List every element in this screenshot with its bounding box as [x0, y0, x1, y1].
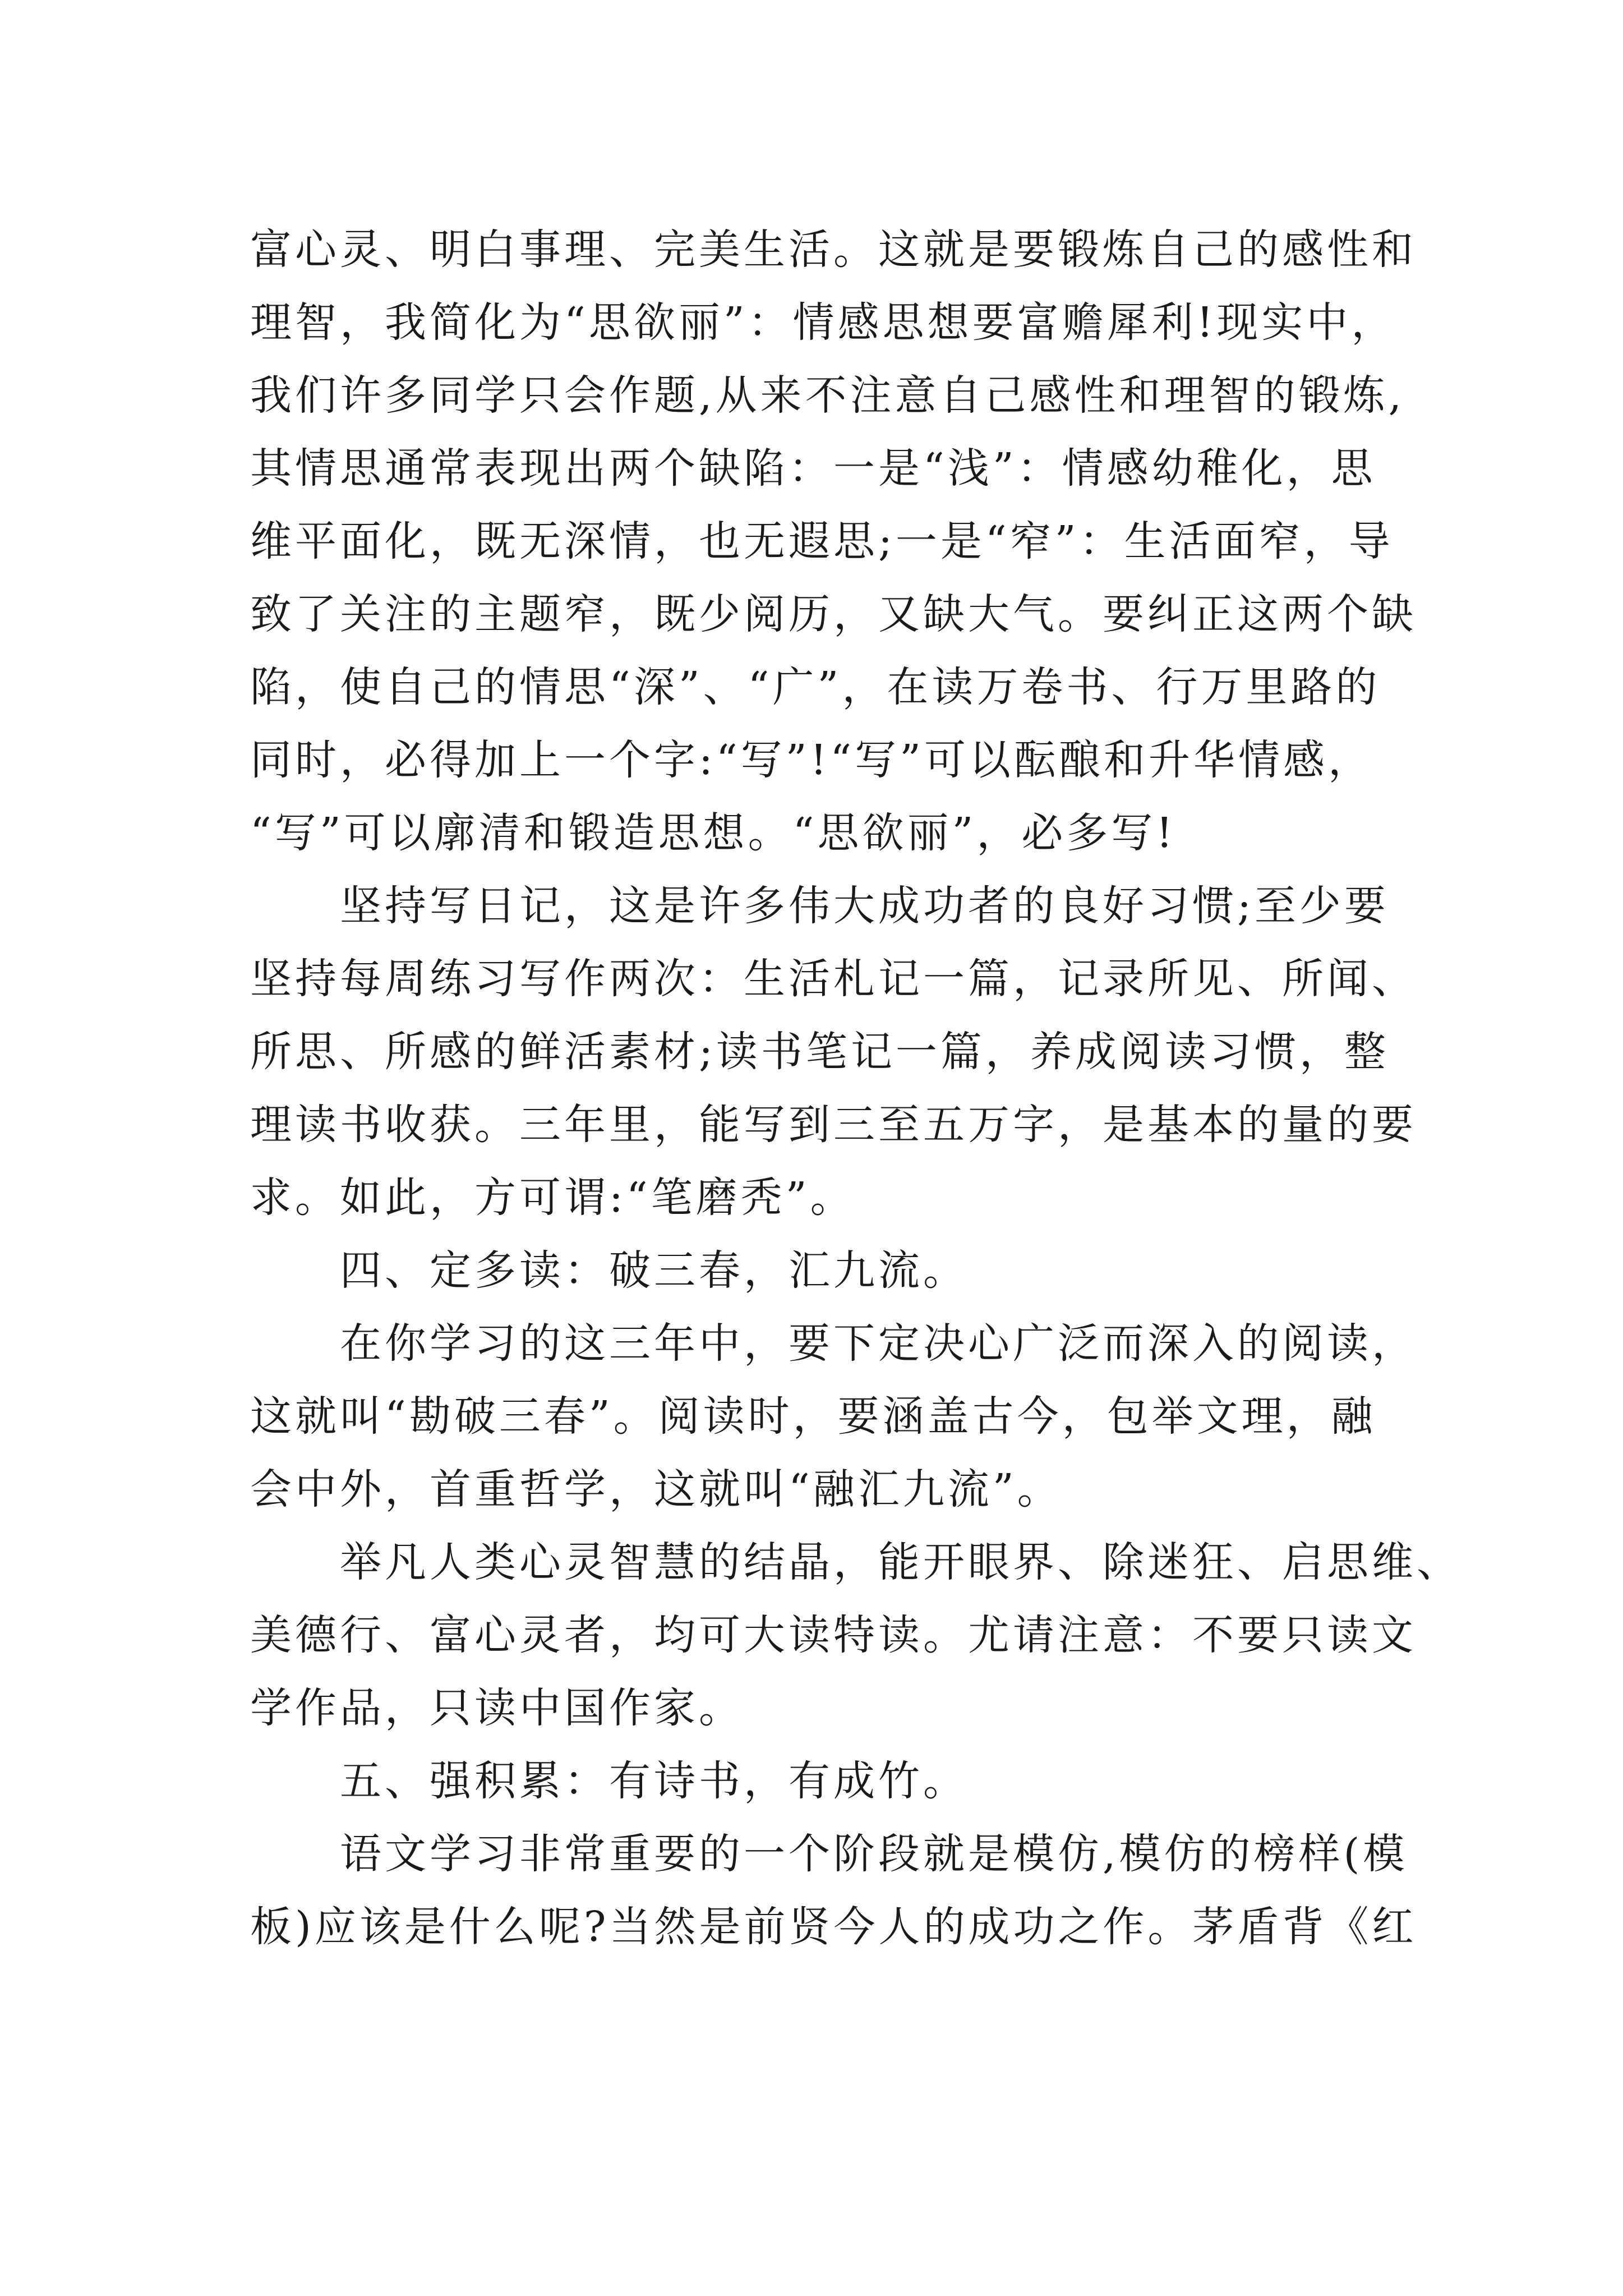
- text-line: 致了关注的主题窄，既少阅历，又缺大气。要纠正这两个缺: [250, 590, 1417, 638]
- body-text: [250, 213, 1461, 1963]
- text-line: 理读书收获。三年里，能写到三至五万字，是基本的量的要: [250, 1101, 1417, 1149]
- section-heading-line: 五、强积累：有诗书，有成竹。: [250, 1757, 968, 1805]
- text-line: 富心灵、明白事理、完美生活。这就是要锻炼自己的感性和: [250, 226, 1417, 274]
- text-line: 陷，使自己的情思“深”、“广”，在读万卷书、行万里路的: [250, 663, 1381, 711]
- text-line: 美德行、富心灵者，均可大读特读。尤请注意：不要只读文: [250, 1611, 1417, 1659]
- text-line: 同时，必得加上一个字:“写”!“写”可以酝酿和升华情感，: [250, 736, 1373, 784]
- section-heading-line: 四、定多读：破三春，汇九流。: [250, 1246, 968, 1295]
- text-line: 所思、所感的鲜活素材;读书笔记一篇，养成阅读习惯，整: [250, 1028, 1389, 1076]
- text-line: 我们许多同学只会作题,从来不注意自己感性和理智的锻炼,: [250, 371, 1405, 420]
- text-line: 学作品，只读中国作家。: [250, 1684, 744, 1732]
- text-line: 举凡人类心灵智慧的结晶，能开眼界、除迷狂、启思维、: [250, 1538, 1461, 1586]
- text-line: 其情思通常表现出两个缺陷：一是“浅”：情感幼稚化，思: [250, 444, 1376, 493]
- text-line: “写”可以廓清和锻造思想。“思欲丽”，必多写!: [250, 809, 1177, 857]
- text-line: 维平面化，既无深情，也无遐思;一是“窄”：生活面窄，导: [250, 517, 1394, 565]
- text-line: 求。如此，方可谓:“笔磨秃”。: [250, 1174, 855, 1222]
- text-line: 坚持写日记，这是许多伟大成功者的良好习惯;至少要: [250, 882, 1389, 930]
- text-line: 板)应该是什么呢?当然是前贤今人的成功之作。茅盾背《红: [250, 1903, 1417, 1951]
- text-line: 这就叫“勘破三春”。阅读时，要涵盖古今，包举文理，融: [250, 1392, 1376, 1441]
- text-line: 在你学习的这三年中，要下定决心广泛而深入的阅读，: [250, 1319, 1417, 1368]
- text-line: 会中外，首重哲学，这就叫“融汇九流”。: [250, 1465, 1062, 1513]
- text-line: 坚持每周练习写作两次：生活札记一篇，记录所见、所闻、: [250, 955, 1417, 1003]
- text-line: 理智，我简化为“思欲丽”：情感思想要富赡犀利!现实中，: [250, 298, 1396, 347]
- text-line: 语文学习非常重要的一个阶段就是模仿,模仿的榜样(模: [250, 1830, 1408, 1878]
